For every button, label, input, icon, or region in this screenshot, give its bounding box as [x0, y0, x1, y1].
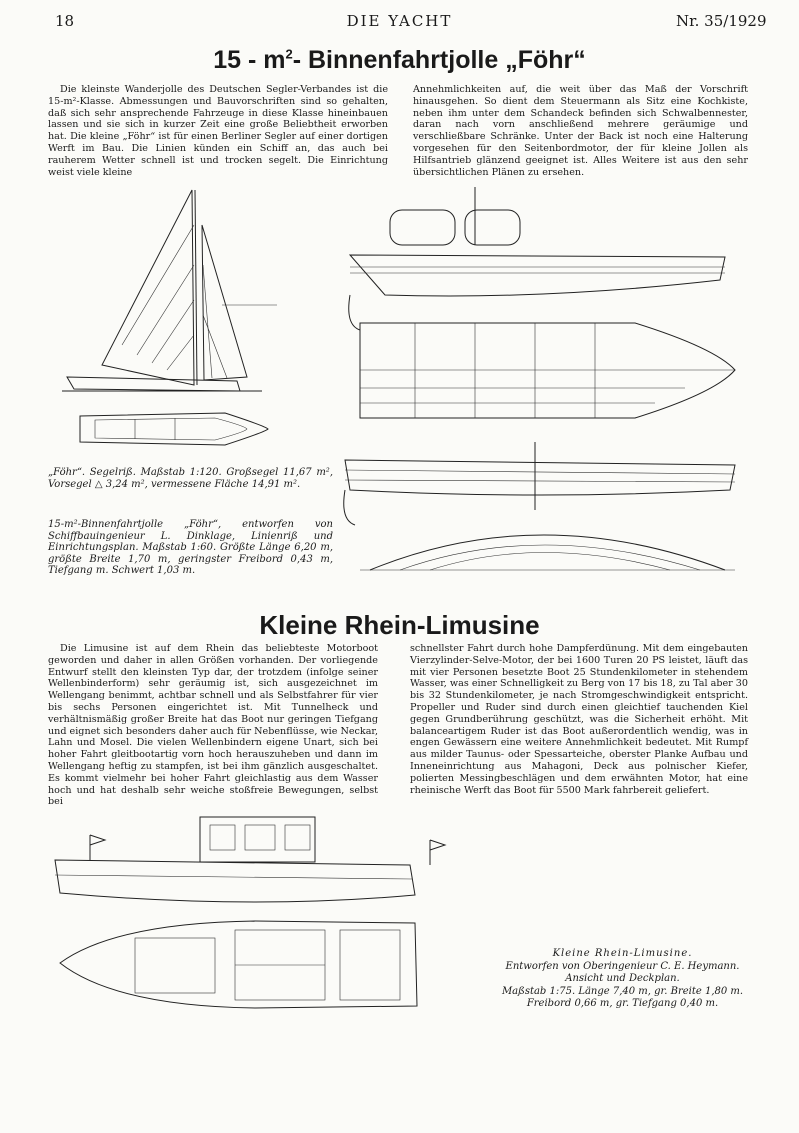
limousine-deck-plan-drawing — [55, 918, 435, 1013]
limousine-caption-line3: Maßstab 1:75. Länge 7,40 m, gr. Breite 1,80 m. — [501, 985, 744, 997]
article1-title — [0, 46, 799, 75]
foehr-lines-drawing — [340, 440, 740, 575]
sail-plan-caption: „Föhr“. Segelriß. Maßstab 1:120. Großsegel 11,67 m², Vorsegel △ 3,24 m², vermessene Fläche 14,91 m². — [48, 467, 333, 490]
foehr-deck-plan-drawing — [355, 318, 745, 428]
title-rest: - Binnenfahrtjolle „Föhr“ — [292, 46, 586, 74]
article2-col-right — [410, 643, 748, 796]
sail-plan-drawing — [62, 185, 292, 395]
limousine-caption-line1: Entworfen von Oberingenieur C. E. Heymann. — [505, 960, 740, 972]
limousine-caption-line2: Ansicht und Deckplan. — [565, 973, 680, 984]
article2-col-left — [48, 643, 378, 808]
title-prefix: 15 - m — [213, 46, 286, 74]
limousine-caption-line4: Freibord 0,66 m, gr. Tiefgang 0,40 m. — [526, 998, 719, 1009]
article2-title: Kleine Rhein-Limusine — [259, 610, 540, 640]
journal-title: DIE YACHT — [346, 12, 453, 30]
article1-col-right-text: Annehmlichkeiten auf, die weit über das Maß der Vorschrift hinausgehen. So dient dem Steuermann als Sitz eine Kochkiste, neben ihm unter dem Schandeck befinden sich Schwalbennester, daran nach vorn anschließend mehrere geräumige und verschließbare Schränke. Unter der Back ist noch eine Halterung vorgesehen für den Seitenbordmotor, der für kleine Jollen als Hilfsantrieb glänzend geeignet ist. Alles Weitere ist aus den sehr übersichtlichen Plänen zu ersehen. — [413, 84, 748, 178]
sail-deck-plan-drawing — [75, 408, 275, 450]
article1-col-left — [48, 84, 388, 178]
article1-col-right — [413, 84, 748, 178]
foehr-profile-drawing — [345, 185, 725, 305]
page-number: 18 — [55, 12, 75, 30]
article1-col-left-text: Die kleinste Wanderjolle des Deutschen Segler-Verbandes ist die 15-m²-Klasse. Abmessungen und Bauvorschriften sind so gehalten, daß sich sehr ansprechende Fahrzeuge in diese Klasse hineinbauen lassen und sie sich in kurzer Zeit eine große Beliebtheit erworben hat. Die kleine „Föhr“ ist für einen Berliner Segler auf einer dortigen Werft im Bau. Die Linien künden ein Schiff an, das auch bei rauherem Wetter schnell ist und trocken segelt. Die Einrichtung weist viele kleine — [48, 84, 388, 178]
issue-number: Nr. 35/1929 — [676, 12, 767, 30]
title-sup: 2 — [285, 46, 293, 62]
lines-plan-caption: 15-m²-Binnenfahrtjolle „Föhr“, entworfen von Schiffbauingenieur L. Dinklage, Linienriß und Einrichtungsplan. Maßstab 1:60. Größte Länge 6,20 m, größte Breite 1,70 m, geringster Freibord 0,43 m, Tiefgang m. Schwert 1,03 m. — [48, 519, 333, 577]
limousine-side-view-drawing — [50, 815, 450, 915]
limousine-caption-title: Kleine Rhein-Limusine. — [552, 948, 693, 959]
limousine-caption — [475, 948, 770, 1011]
article2-col-right-text: schnellster Fahrt durch hohe Dampferdünung. Mit dem eingebauten Vierzylinder-Selve-Motor, der bei 1600 Turen 20 PS leistet, läuft das mit vier Personen besetzte Boot 25 Stundenkilometer in stehendem Wasser, was einer Schnelligkeit zu Berg von 17 bis 18, zu Tal aber 30 bis 32 Stundenkilometer, je nach Stromgeschwindigkeit entspricht. Propeller und Ruder sind durch einen gleichtief tauchenden Kiel gegen Grundberührung geschützt, was die Sicherheit erhöht. Mit balanceartigem Ruder ist das Boot außerordentlich wendig, was in engen Gewässern eine weitere Annehmlichkeit bedeutet. Mit Rumpf aus milder Taunus- oder Spessarteiche, oberster Planke Aufbau und Inneneinrichtung aus Mahagoni, Deck aus polnischer Kiefer, polierten Messingbeschlägen und dem erwähnten Motor, hat eine rheinische Werft das Boot für 5500 Mark fahrbereit geliefert. — [410, 643, 748, 796]
article2-col-left-text: Die Limusine ist auf dem Rhein das beliebteste Motorboot geworden und daher in allen Größen vorhanden. Der vorliegende Entwurf stellt den kleinsten Typ dar, der trotzdem (infolge seiner Wellenbinderform) sehr geräumig ist, sich ausgezeichnet im Wellengang benimmt, achtbar schnell und als Selbstfahrer für vier bis sechs Personen eingerichtet ist. Mit Tunnelheck und verhältnismäßig großer Breite hat das Boot nur geringen Tiefgang und eignet sich besonders daher auch für Nebenflüsse, wie Neckar, Lahn und Mosel. Die vielen Wellenbindern eigene Unart, sich bei hoher Fahrt gleitbootartig vorn hoch herauszuheben und dann im Wellengang heftig zu stampfen, ist bei ihm gänzlich ausgeschaltet. Es kommt vielmehr bei hoher Fahrt gleichlastig aus dem Wasser hoch und hat deshalb sehr weiche stoßfreie Bewegungen, selbst bei — [48, 643, 378, 808]
